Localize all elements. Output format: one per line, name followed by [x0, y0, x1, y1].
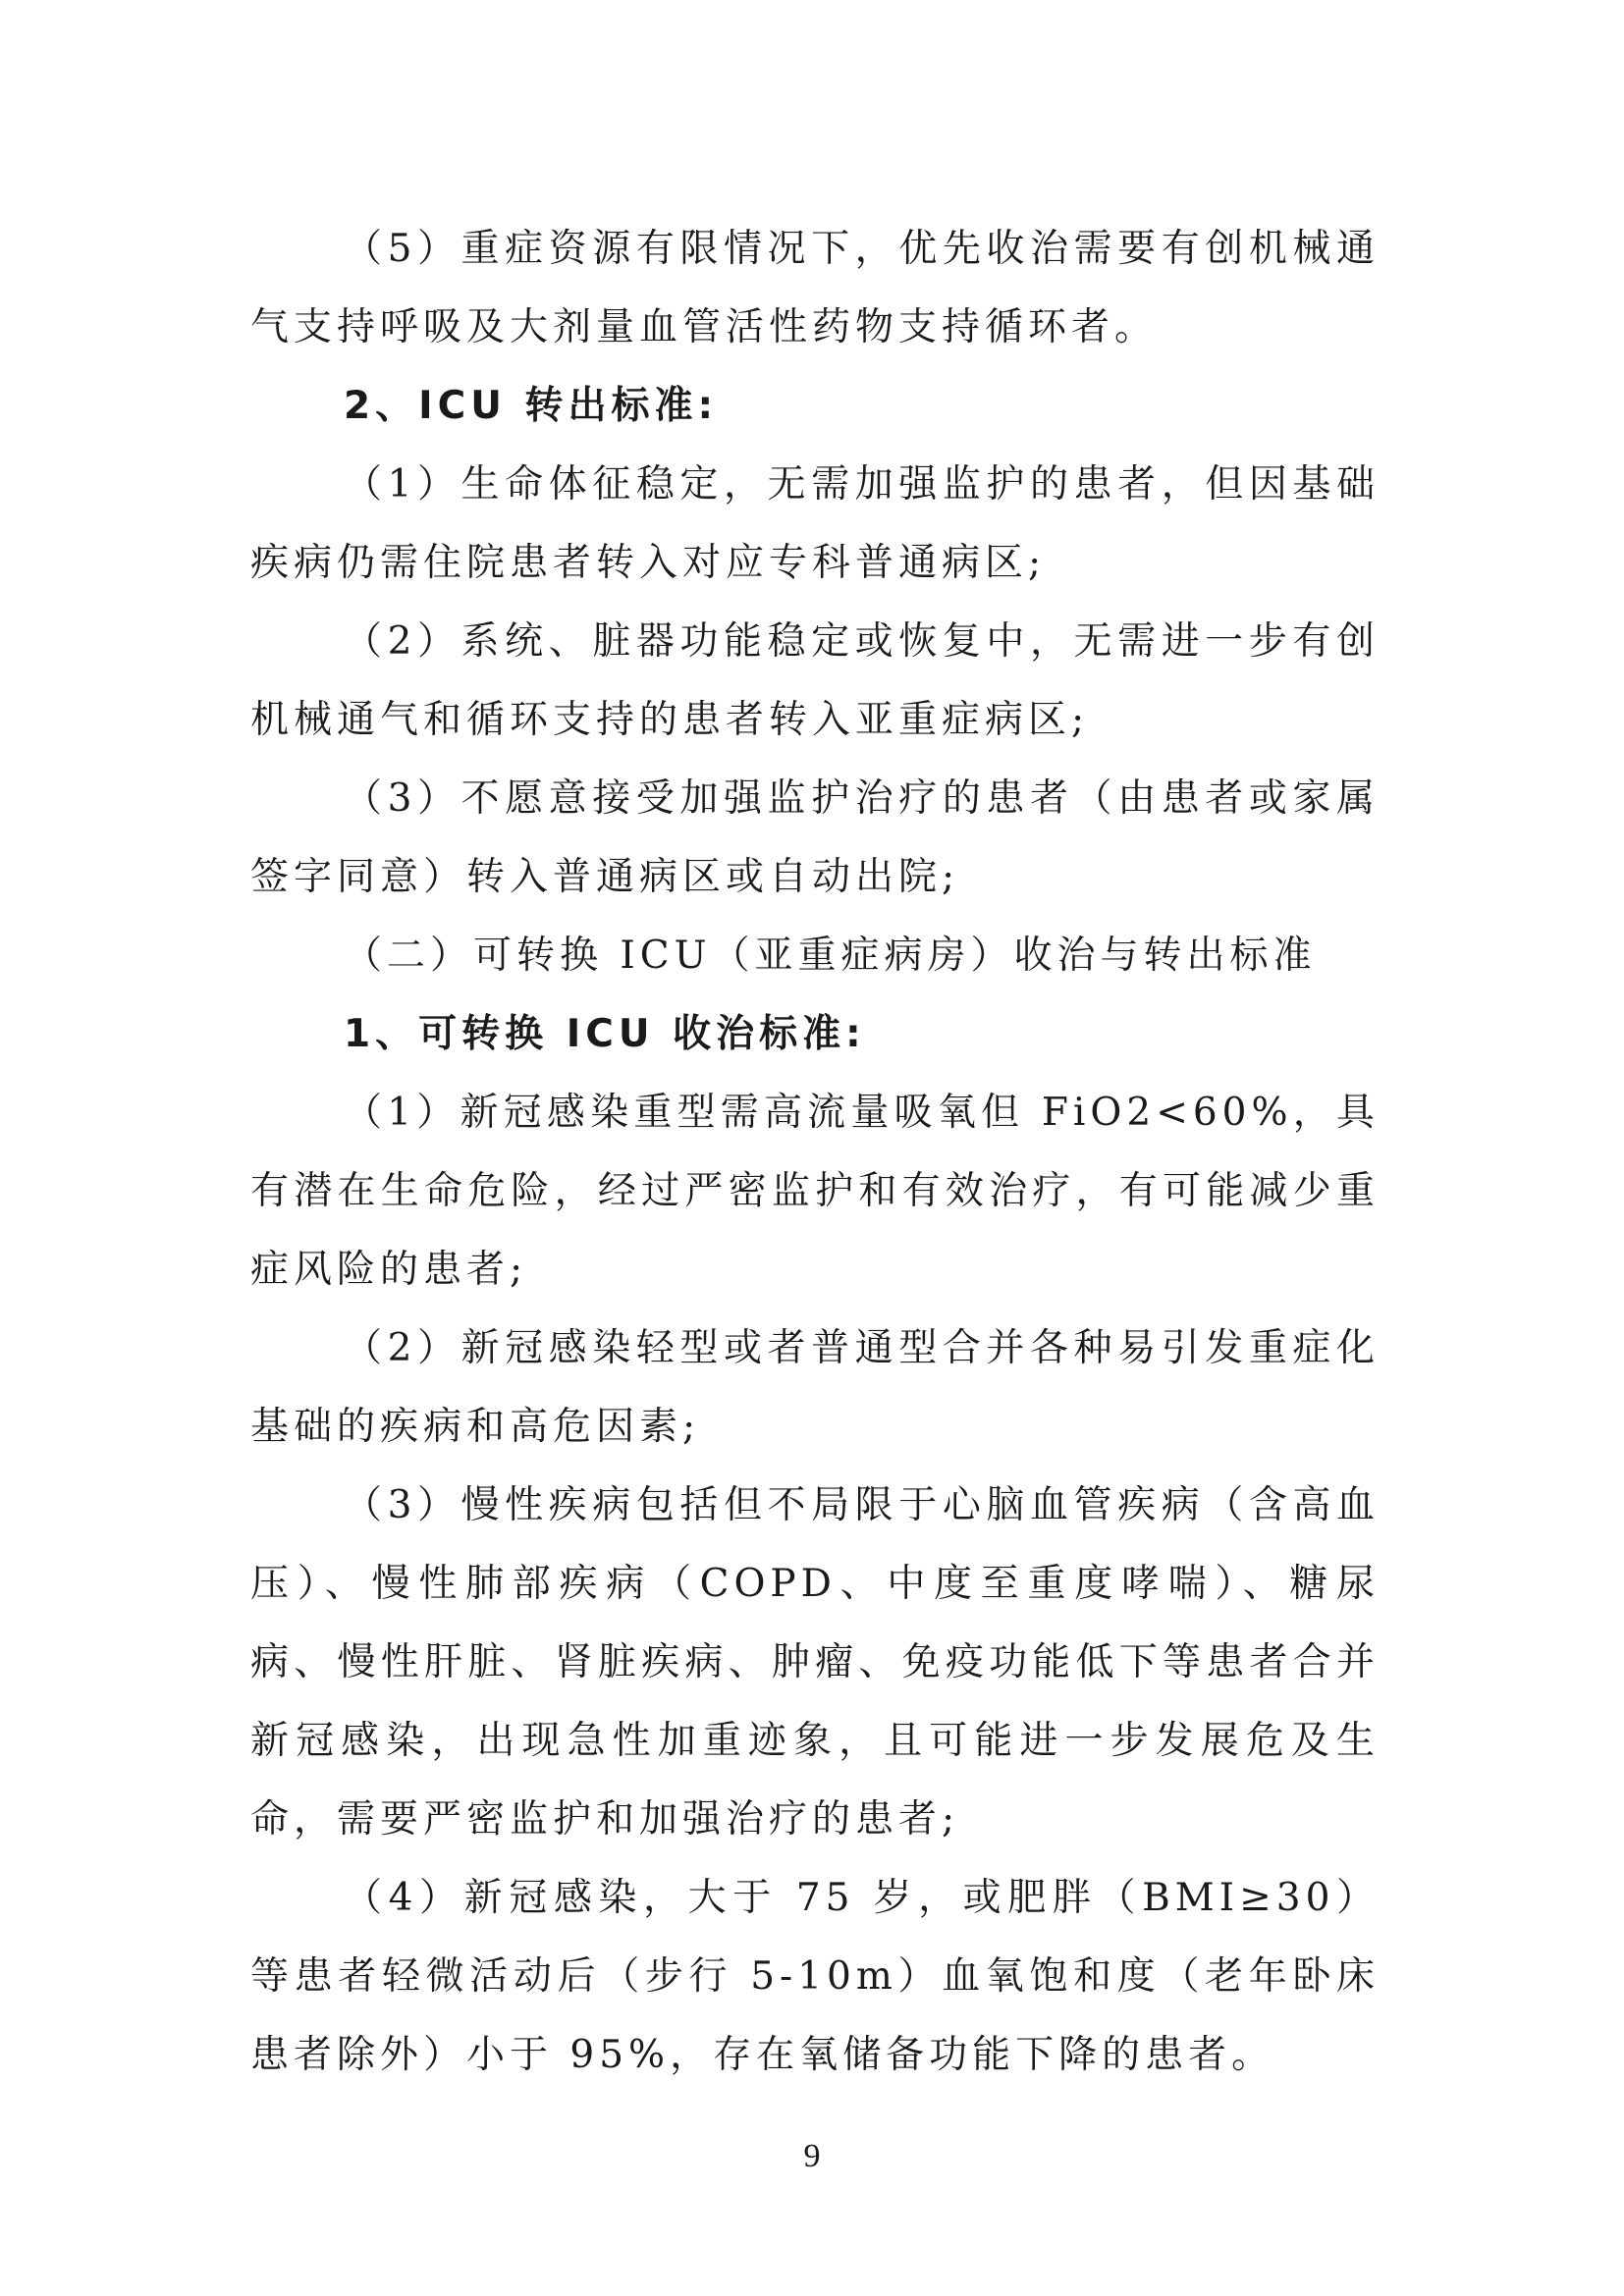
document-body — [250, 210, 1380, 2095]
section-heading-convertible-icu: （二）可转换 ICU（亚重症病房）收治与转出标准 — [344, 934, 1317, 978]
section-heading-convertible-icu-admission: 1、可转换 ICU 收治标准: — [344, 1012, 866, 1056]
paragraph-8: （1）新冠感染重型需高流量吸氧但 FiO2<60%，具有潜在生命危险，经过严密监护和有效治疗，有可能减少重症风险的患者; — [250, 1091, 1380, 1292]
paragraph-11: （4）新冠感染，大于 75 岁，或肥胖（BMI≥30）等患者轻微活动后（步行 5-10m）血氧饱和度（老年卧床患者除外）小于 95%，存在氧储备功能下降的患者。 — [250, 1876, 1380, 2077]
page-number: 9 — [803, 2138, 821, 2174]
paragraph-10: （3）慢性疾病包括但不局限于心脑血管疾病（含高血压）、慢性肺部疾病（COPD、中度至重度哮喘）、糖尿病、慢性肝脏、肾脏疾病、肿瘤、免疫功能低下等患者合并新冠感染，出现急性加重迹象，且可能进一步发展危及生命，需要严密监护和加强治疗的患者; — [250, 1483, 1380, 1842]
section-heading-icu-transfer-out: 2、ICU 转出标准: — [344, 384, 719, 428]
paragraph-5: （3）不愿意接受加强监护治疗的患者（由患者或家属签字同意）转入普通病区或自动出院; — [250, 776, 1380, 899]
paragraph-3: （1）生命体征稳定，无需加强监护的患者，但因基础疾病仍需住院患者转入对应专科普通病区; — [250, 462, 1380, 585]
paragraph-1: （5）重症资源有限情况下，优先收治需要有创机械通气支持呼吸及大剂量血管活性药物支持循环者。 — [250, 227, 1380, 349]
paragraph-4: （2）系统、脏器功能稳定或恢复中，无需进一步有创机械通气和循环支持的患者转入亚重症病区; — [250, 619, 1380, 742]
paragraph-9: （2）新冠感染轻型或者普通型合并各种易引发重症化基础的疾病和高危因素; — [250, 1326, 1380, 1449]
